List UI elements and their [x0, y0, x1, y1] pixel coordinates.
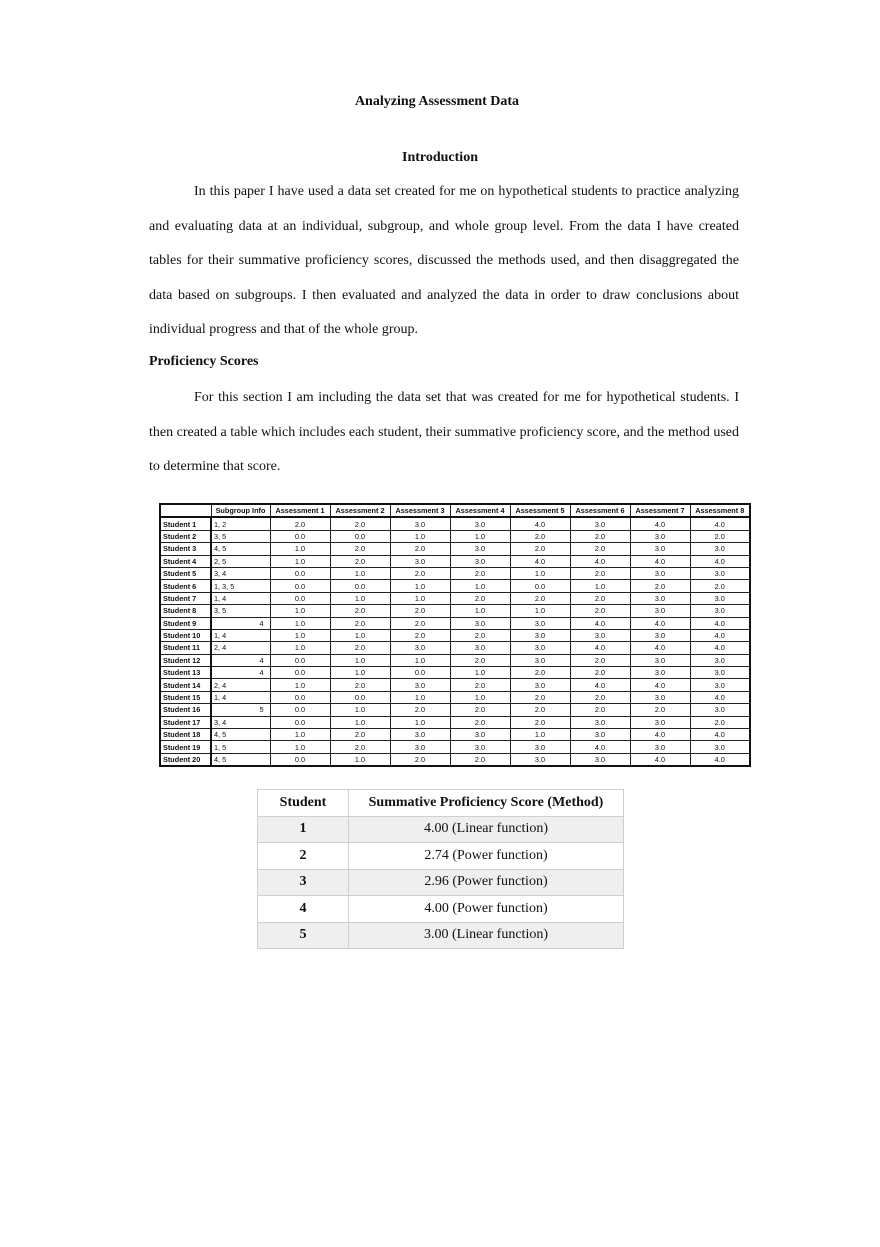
score-cell: 2.0: [450, 629, 510, 641]
subgroup-cell: 3, 4: [211, 716, 270, 728]
score-cell: 3.0: [690, 592, 750, 604]
score-cell: 3.0: [690, 704, 750, 716]
score-cell: 1.0: [450, 691, 510, 703]
score-cell: 3.0: [630, 741, 690, 753]
score-cell: 3.0: [630, 567, 690, 579]
score-cell: 3.0: [510, 617, 570, 629]
score-column-header: Summative Proficiency Score (Method): [349, 790, 624, 817]
score-cell: 1.0: [450, 605, 510, 617]
score-cell: 1.0: [510, 605, 570, 617]
score-cell: 3.0: [690, 741, 750, 753]
score-cell: 2.0: [570, 567, 630, 579]
score-cell: 2.0: [450, 592, 510, 604]
score-cell: 0.0: [330, 691, 390, 703]
score-cell: 4.0: [570, 555, 630, 567]
score-cell: 2.0: [570, 704, 630, 716]
score-cell: 3.0: [390, 642, 450, 654]
score-cell: 1.0: [450, 530, 510, 542]
table-row: [160, 729, 750, 741]
score-cell: 2.0: [690, 716, 750, 728]
score-cell: 3.0: [630, 654, 690, 666]
score-cell: 3.0: [570, 753, 630, 766]
score-cell: 4.0: [690, 691, 750, 703]
score-cell: 2.0: [450, 704, 510, 716]
subgroup-cell: 2, 4: [211, 679, 270, 691]
score-cell: 4.0: [690, 729, 750, 741]
score-cell: 3.0: [510, 642, 570, 654]
score-cell: 2.0: [390, 617, 450, 629]
student-label-cell: Student 8: [160, 605, 211, 617]
score-cell: 1.0: [330, 667, 390, 679]
score-cell: 2.0: [450, 567, 510, 579]
student-label-cell: Student 2: [160, 530, 211, 542]
student-number-cell: 5: [258, 922, 349, 949]
score-cell: 1.0: [270, 741, 330, 753]
subgroup-cell: 4, 5: [211, 753, 270, 766]
student-label-cell: Student 3: [160, 543, 211, 555]
subgroup-cell: 1, 4: [211, 691, 270, 703]
score-cell: 2.0: [510, 667, 570, 679]
proficiency-paragraph: [149, 381, 739, 485]
student-label-cell: Student 7: [160, 592, 211, 604]
score-cell: 1.0: [330, 629, 390, 641]
score-cell: 3.0: [510, 679, 570, 691]
table-row: [160, 567, 750, 579]
student-label-cell: Student 10: [160, 629, 211, 641]
subgroup-cell: 5: [211, 704, 270, 716]
score-cell: 3.0: [390, 729, 450, 741]
student-column-header: Student: [258, 790, 349, 817]
student-number-cell: 3: [258, 869, 349, 896]
introduction-heading: Introduction: [402, 150, 478, 165]
score-cell: 1.0: [270, 642, 330, 654]
score-cell: 1.0: [390, 691, 450, 703]
score-cell: 0.0: [270, 592, 330, 604]
score-cell: 1.0: [450, 667, 510, 679]
score-cell: 1.0: [270, 617, 330, 629]
student-number-cell: 2: [258, 843, 349, 870]
score-cell: 4.0: [510, 517, 570, 530]
score-cell: 3.0: [450, 729, 510, 741]
table-row: [160, 629, 750, 641]
score-cell: 1.0: [270, 555, 330, 567]
score-cell: 1.0: [570, 580, 630, 592]
subgroup-cell: 4, 5: [211, 729, 270, 741]
score-cell: 3.0: [690, 679, 750, 691]
score-cell: 2.0: [690, 530, 750, 542]
score-cell: 3.0: [450, 555, 510, 567]
score-cell: 3.0: [450, 617, 510, 629]
student-label-cell: Student 20: [160, 753, 211, 766]
score-cell: 2.0: [390, 543, 450, 555]
score-cell: 0.0: [270, 691, 330, 703]
score-cell: 0.0: [390, 667, 450, 679]
score-cell: 2.0: [330, 605, 390, 617]
score-cell: 3.0: [510, 753, 570, 766]
score-cell: 2.0: [450, 679, 510, 691]
score-cell: 1.0: [330, 753, 390, 766]
score-cell: 4.0: [630, 642, 690, 654]
table-row: [160, 642, 750, 654]
score-cell: 2.0: [630, 704, 690, 716]
subgroup-cell: 4, 5: [211, 543, 270, 555]
student-label-cell: Student 14: [160, 679, 211, 691]
proficiency-score-cell: 2.96 (Power function): [349, 869, 624, 896]
score-cell: 1.0: [450, 580, 510, 592]
score-cell: 0.0: [330, 530, 390, 542]
assessment-table-header-row: [160, 504, 750, 517]
table-row: [160, 555, 750, 567]
score-cell: 2.0: [330, 543, 390, 555]
score-cell: 2.0: [570, 691, 630, 703]
score-cell: 4.0: [630, 617, 690, 629]
score-cell: 0.0: [270, 567, 330, 579]
table-row: [258, 869, 624, 896]
student-label-cell: Student 5: [160, 567, 211, 579]
student-label-cell: Student 4: [160, 555, 211, 567]
score-cell: 2.0: [570, 667, 630, 679]
column-header: Assessment 7: [630, 504, 690, 517]
score-cell: 0.0: [270, 530, 330, 542]
subgroup-cell: 3, 4: [211, 567, 270, 579]
score-cell: 3.0: [570, 716, 630, 728]
table-row: [160, 716, 750, 728]
score-cell: 3.0: [570, 629, 630, 641]
score-cell: 2.0: [570, 654, 630, 666]
score-cell: 3.0: [390, 517, 450, 530]
column-header: Subgroup Info: [211, 504, 270, 517]
subgroup-cell: 4: [211, 617, 270, 629]
score-cell: 3.0: [630, 530, 690, 542]
score-cell: 3.0: [570, 729, 630, 741]
score-cell: 4.0: [690, 555, 750, 567]
score-cell: 4.0: [570, 617, 630, 629]
score-cell: 4.0: [630, 555, 690, 567]
student-number-cell: 1: [258, 816, 349, 843]
score-cell: 3.0: [390, 555, 450, 567]
score-cell: 3.0: [630, 691, 690, 703]
score-cell: 3.0: [630, 543, 690, 555]
score-cell: 1.0: [270, 729, 330, 741]
column-header: Assessment 8: [690, 504, 750, 517]
table-row: [258, 896, 624, 923]
subgroup-cell: 4: [211, 667, 270, 679]
score-cell: 4.0: [570, 642, 630, 654]
table-row: [160, 592, 750, 604]
score-cell: 2.0: [270, 517, 330, 530]
score-cell: 0.0: [510, 580, 570, 592]
score-cell: 3.0: [390, 679, 450, 691]
subgroup-cell: 1, 4: [211, 629, 270, 641]
proficiency-score-cell: 4.00 (Power function): [349, 896, 624, 923]
score-cell: 2.0: [630, 580, 690, 592]
table-row: [258, 922, 624, 949]
score-cell: 1.0: [390, 716, 450, 728]
score-cell: 3.0: [690, 654, 750, 666]
score-cell: 3.0: [450, 543, 510, 555]
column-header: Assessment 2: [330, 504, 390, 517]
score-cell: 2.0: [450, 654, 510, 666]
document-title: Analyzing Assessment Data: [354, 94, 520, 109]
score-cell: 2.0: [510, 592, 570, 604]
score-cell: 4.0: [690, 642, 750, 654]
table-row: [258, 816, 624, 843]
score-cell: 4.0: [690, 629, 750, 641]
score-cell: 0.0: [270, 654, 330, 666]
summary-table-header-row: [258, 790, 624, 817]
subgroup-cell: 2, 5: [211, 555, 270, 567]
introduction-text: In this paper I have used a data set created for me on hypothetical students to practice analyzing and evaluating data at an individual, subgroup, and whole group level. From the data I have created tables for their summative proficiency scores, discussed the methods used, and then disaggregated the data based on subgroups. I then evaluated and analyzed the data in order to draw conclusions about individual progress and that of the whole group.: [149, 184, 739, 337]
score-cell: 2.0: [510, 691, 570, 703]
score-cell: 2.0: [390, 704, 450, 716]
score-cell: 1.0: [330, 592, 390, 604]
score-cell: 1.0: [330, 704, 390, 716]
score-cell: 2.0: [390, 605, 450, 617]
proficiency-score-cell: 2.74 (Power function): [349, 843, 624, 870]
score-cell: 2.0: [690, 580, 750, 592]
column-header: Assessment 1: [270, 504, 330, 517]
score-cell: 1.0: [390, 592, 450, 604]
score-cell: 2.0: [570, 543, 630, 555]
score-cell: 1.0: [270, 605, 330, 617]
score-cell: 1.0: [330, 716, 390, 728]
student-label-cell: Student 9: [160, 617, 211, 629]
score-cell: 2.0: [330, 729, 390, 741]
score-cell: 2.0: [390, 567, 450, 579]
score-cell: 3.0: [390, 741, 450, 753]
score-cell: 2.0: [510, 543, 570, 555]
score-cell: 2.0: [450, 716, 510, 728]
student-label-cell: Student 19: [160, 741, 211, 753]
score-cell: 1.0: [390, 580, 450, 592]
score-cell: 3.0: [630, 667, 690, 679]
student-label-cell: Student 17: [160, 716, 211, 728]
score-cell: 4.0: [630, 753, 690, 766]
column-header: Assessment 5: [510, 504, 570, 517]
table-row: [160, 741, 750, 753]
score-cell: 1.0: [270, 679, 330, 691]
table-row: [160, 667, 750, 679]
score-cell: 1.0: [330, 654, 390, 666]
score-cell: 1.0: [390, 530, 450, 542]
subgroup-cell: 1, 4: [211, 592, 270, 604]
student-label-cell: Student 13: [160, 667, 211, 679]
student-label-cell: Student 11: [160, 642, 211, 654]
score-cell: 4.0: [630, 729, 690, 741]
score-cell: 1.0: [510, 729, 570, 741]
table-row: [160, 543, 750, 555]
score-cell: 2.0: [450, 753, 510, 766]
score-cell: 0.0: [270, 667, 330, 679]
score-cell: 2.0: [570, 530, 630, 542]
score-cell: 1.0: [270, 543, 330, 555]
subgroup-cell: 3, 5: [211, 605, 270, 617]
table-row: [160, 517, 750, 530]
table-row: [160, 691, 750, 703]
score-cell: 3.0: [450, 642, 510, 654]
table-row: [160, 704, 750, 716]
subgroup-cell: 1, 3, 5: [211, 580, 270, 592]
table-row: [160, 605, 750, 617]
proficiency-score-cell: 3.00 (Linear function): [349, 922, 624, 949]
student-label-cell: Student 15: [160, 691, 211, 703]
student-label-cell: Student 18: [160, 729, 211, 741]
table-row: [160, 617, 750, 629]
summary-proficiency-table: [257, 789, 624, 949]
score-cell: 3.0: [450, 741, 510, 753]
score-cell: 2.0: [390, 753, 450, 766]
score-cell: 3.0: [690, 605, 750, 617]
score-cell: 2.0: [510, 530, 570, 542]
subgroup-cell: 1, 5: [211, 741, 270, 753]
table-row: [160, 654, 750, 666]
score-cell: 1.0: [270, 629, 330, 641]
student-label-cell: Student 1: [160, 517, 211, 530]
score-cell: 2.0: [330, 642, 390, 654]
subgroup-cell: 4: [211, 654, 270, 666]
score-cell: 4.0: [510, 555, 570, 567]
score-cell: 1.0: [330, 567, 390, 579]
score-cell: 1.0: [510, 567, 570, 579]
score-cell: 3.0: [630, 605, 690, 617]
score-cell: 2.0: [330, 679, 390, 691]
score-cell: 3.0: [630, 629, 690, 641]
score-cell: 0.0: [270, 580, 330, 592]
score-cell: 2.0: [390, 629, 450, 641]
summary-table-body: [258, 816, 624, 949]
student-label-cell: Student 12: [160, 654, 211, 666]
score-cell: 4.0: [570, 679, 630, 691]
column-header: Assessment 4: [450, 504, 510, 517]
score-cell: 0.0: [330, 580, 390, 592]
score-cell: 4.0: [630, 517, 690, 530]
score-cell: 4.0: [690, 617, 750, 629]
score-cell: 3.0: [690, 543, 750, 555]
score-cell: 3.0: [450, 517, 510, 530]
score-cell: 2.0: [330, 617, 390, 629]
score-cell: 3.0: [510, 654, 570, 666]
score-cell: 3.0: [630, 716, 690, 728]
subgroup-cell: 3, 5: [211, 530, 270, 542]
assessment-table-body: [160, 517, 750, 766]
score-cell: 2.0: [510, 716, 570, 728]
student-label-cell: Student 16: [160, 704, 211, 716]
student-number-cell: 4: [258, 896, 349, 923]
table-row: [160, 530, 750, 542]
score-cell: 1.0: [390, 654, 450, 666]
score-cell: 0.0: [270, 704, 330, 716]
introduction-paragraph: [149, 175, 739, 348]
assessment-data-table: [159, 503, 751, 767]
proficiency-score-cell: 4.00 (Linear function): [349, 816, 624, 843]
score-cell: 4.0: [690, 753, 750, 766]
table-row: [160, 679, 750, 691]
score-cell: 2.0: [510, 704, 570, 716]
column-header: Assessment 3: [390, 504, 450, 517]
score-cell: 4.0: [690, 517, 750, 530]
score-cell: 3.0: [690, 567, 750, 579]
score-cell: 4.0: [630, 679, 690, 691]
proficiency-text: For this section I am including the data set that was created for me for hypothetical students. I then created a table which includes each student, their summative proficiency score, and the method used to determine that score.: [149, 390, 739, 474]
score-cell: 2.0: [330, 517, 390, 530]
score-cell: 3.0: [510, 629, 570, 641]
subgroup-cell: 2, 4: [211, 642, 270, 654]
score-cell: 4.0: [570, 741, 630, 753]
header-corner-cell: [160, 504, 211, 517]
proficiency-scores-heading: Proficiency Scores: [149, 354, 259, 369]
score-cell: 3.0: [570, 517, 630, 530]
score-cell: 0.0: [270, 716, 330, 728]
score-cell: 2.0: [570, 605, 630, 617]
table-row: [160, 753, 750, 766]
score-cell: 2.0: [330, 741, 390, 753]
score-cell: 3.0: [630, 592, 690, 604]
score-cell: 0.0: [270, 753, 330, 766]
table-row: [258, 843, 624, 870]
score-cell: 3.0: [510, 741, 570, 753]
score-cell: 3.0: [690, 667, 750, 679]
score-cell: 2.0: [570, 592, 630, 604]
column-header: Assessment 6: [570, 504, 630, 517]
table-row: [160, 580, 750, 592]
score-cell: 2.0: [330, 555, 390, 567]
subgroup-cell: 1, 2: [211, 517, 270, 530]
student-label-cell: Student 6: [160, 580, 211, 592]
